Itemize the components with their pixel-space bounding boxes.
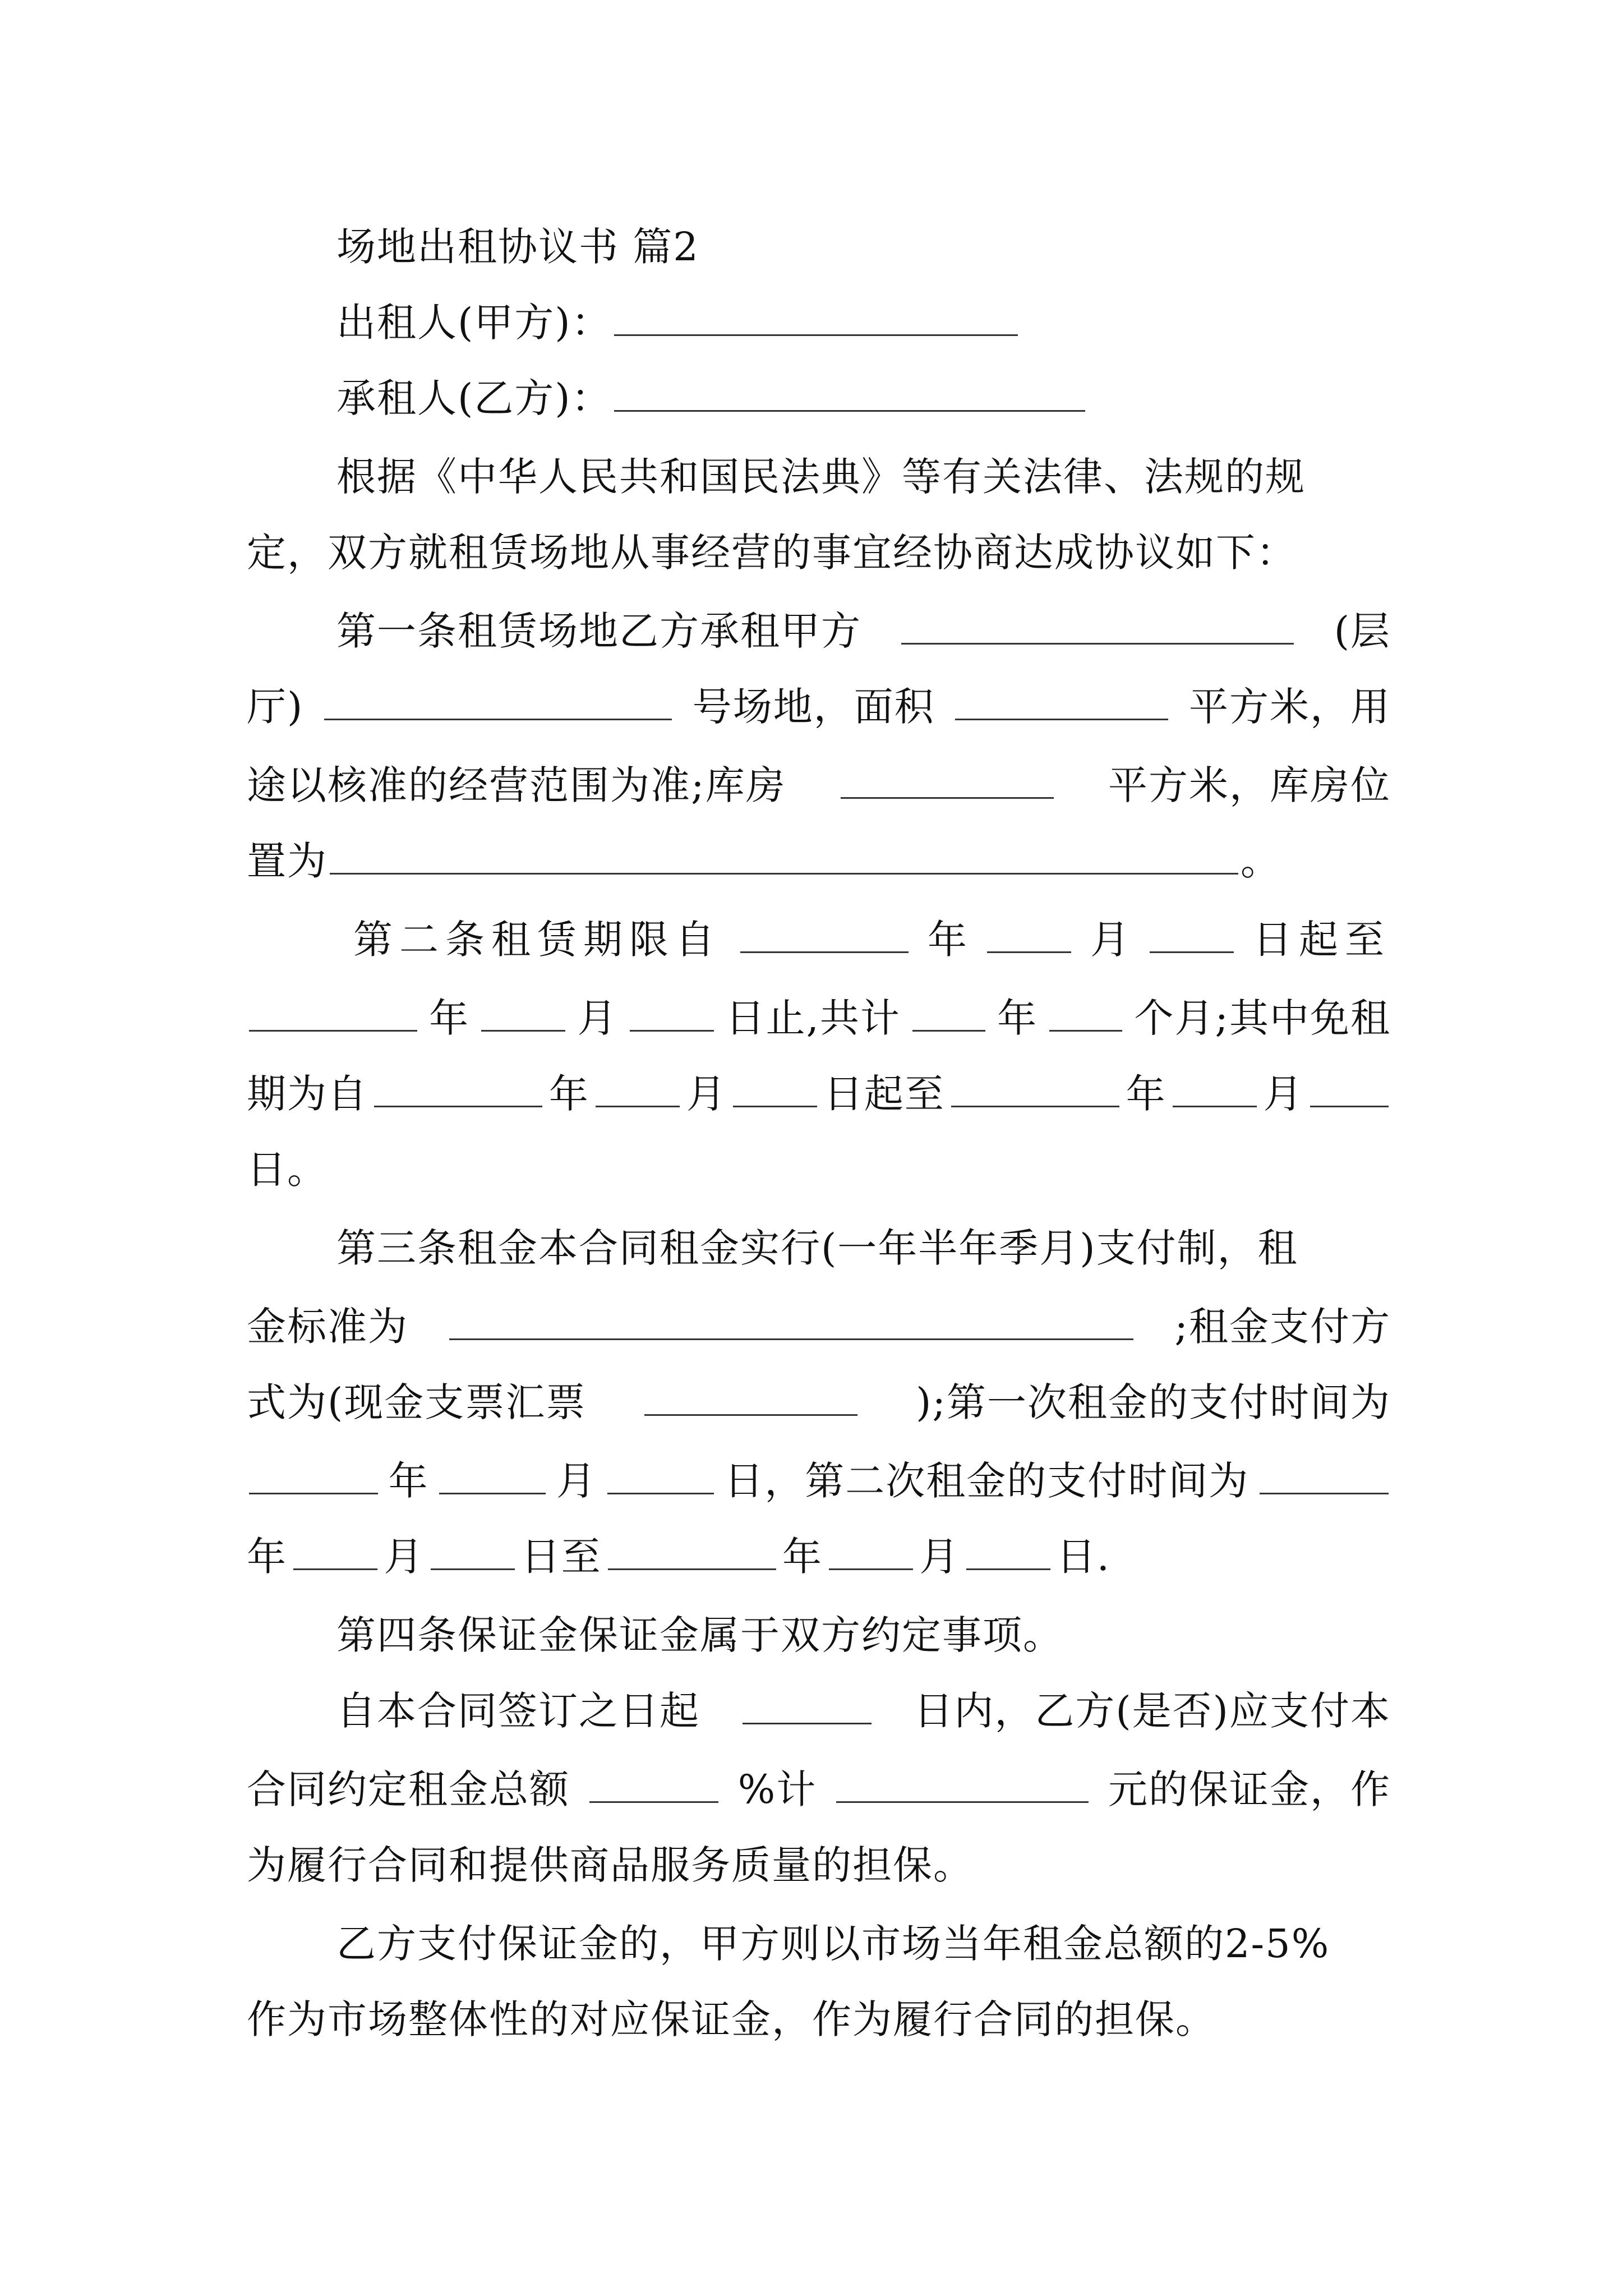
- second-payment-end-year-field[interactable]: [608, 1525, 776, 1570]
- article2-text: 日起至: [1253, 917, 1391, 963]
- free-end-month-field[interactable]: [1173, 1062, 1257, 1107]
- article2-text: 年: [997, 995, 1038, 1041]
- article2-text: 年: [928, 917, 968, 963]
- article3-line-5: [247, 1517, 1110, 1596]
- article2-text: 年: [548, 1071, 589, 1117]
- article1-text: 途以核准的经营范围为准;库房: [247, 762, 786, 808]
- article1-line-1: [336, 592, 1391, 670]
- warehouse-location-field[interactable]: [330, 829, 1238, 875]
- preamble-line-2: [247, 513, 1391, 592]
- article4-text: 自本合同签订之日起: [336, 1688, 700, 1734]
- lease-start-month-field[interactable]: [987, 908, 1071, 953]
- article1-text: 第一条租赁场地乙方承租甲方: [336, 608, 861, 654]
- article3-line-4: [247, 1442, 1391, 1520]
- article3-text: 年: [247, 1534, 287, 1580]
- article2-text: 个月;其中免租: [1134, 995, 1391, 1041]
- preamble-text-1: 根据《中华人民共和国民法典》等有关法律、法规的规: [336, 454, 1306, 500]
- lessor-line: [336, 283, 1391, 362]
- floor-field[interactable]: [901, 599, 1294, 645]
- article4-text: 日内，乙方(是否)应支付本: [914, 1688, 1391, 1734]
- lease-start-day-field[interactable]: [1150, 908, 1234, 953]
- free-start-year-field[interactable]: [374, 1062, 542, 1107]
- preamble-line-1: [336, 438, 1391, 516]
- lease-end-day-field[interactable]: [630, 986, 714, 1032]
- article4-para3-line-2: [247, 1980, 1391, 2059]
- article3-text: 年: [388, 1458, 429, 1504]
- article4-para3-line-1: [336, 1904, 1391, 1983]
- article2-line-2: [247, 979, 1391, 1057]
- first-payment-month-field[interactable]: [439, 1449, 546, 1494]
- article3-text: 年: [782, 1534, 823, 1580]
- site-number-field[interactable]: [324, 675, 672, 720]
- article3-text: 金标准为: [247, 1304, 408, 1350]
- payment-method-field[interactable]: [644, 1370, 857, 1416]
- area-field[interactable]: [955, 675, 1168, 720]
- article2-text: 月: [1090, 917, 1131, 963]
- lessee-name-field[interactable]: [614, 366, 1085, 412]
- article3-text: 式为(现金支票汇票: [247, 1379, 587, 1425]
- lease-end-month-field[interactable]: [481, 986, 565, 1032]
- deposit-amount-field[interactable]: [836, 1757, 1089, 1803]
- article1-text: 厅): [247, 684, 304, 730]
- article2-text: 日起至: [823, 1071, 945, 1117]
- article3-text: 月: [919, 1534, 960, 1580]
- article3-text: 月: [556, 1458, 597, 1504]
- article2-line-4: [247, 1130, 1391, 1209]
- article2-line-1: [353, 900, 1391, 979]
- article3-line-1: [336, 1209, 1391, 1287]
- article4-text: 第四条保证金保证金属于双方约定事项。: [336, 1612, 1063, 1658]
- warehouse-area-field[interactable]: [841, 753, 1054, 799]
- article4-text: 元的保证金，作: [1108, 1766, 1391, 1812]
- article3-line-3: [247, 1363, 1391, 1442]
- first-payment-year-field[interactable]: [249, 1449, 378, 1494]
- article4-para2-line-1: [336, 1672, 1391, 1750]
- article2-text: 月: [1263, 1071, 1304, 1117]
- second-payment-end-month-field[interactable]: [829, 1525, 913, 1570]
- second-payment-day-field[interactable]: [431, 1525, 515, 1570]
- article3-text: 日，第二次租金的支付时间为: [724, 1458, 1249, 1504]
- title-text: 场地出租协议书 篇2: [336, 224, 699, 270]
- article1-text: 号场地，面积: [692, 684, 935, 730]
- article1-text: 。: [1241, 838, 1281, 884]
- article2-line-3: [247, 1055, 1391, 1133]
- lessor-label: 出租人(甲方)：: [336, 300, 612, 346]
- preamble-text-2: 定，双方就租赁场地从事经营的事宜经协商达成协议如下：: [247, 530, 1297, 576]
- deposit-days-field[interactable]: [743, 1679, 872, 1724]
- rent-standard-field[interactable]: [449, 1295, 1133, 1340]
- document-title: [336, 208, 1391, 286]
- article2-text: 年: [1126, 1071, 1166, 1117]
- article4-para2-line-2: [247, 1750, 1391, 1829]
- article4-text: 为履行合同和提供商品服务质量的担保。: [247, 1842, 974, 1888]
- article4-text: 作为市场整体性的对应保证金，作为履行合同的担保。: [247, 1996, 1216, 2042]
- lease-start-year-field[interactable]: [740, 908, 909, 953]
- article3-line-2: [247, 1287, 1391, 1366]
- article3-text: 第三条租金本合同租金实行(一年半年季月)支付制，租: [336, 1225, 1298, 1271]
- lease-end-year-field[interactable]: [249, 986, 417, 1032]
- article3-text: 日.: [1056, 1534, 1110, 1580]
- article1-text: 置为: [247, 838, 328, 884]
- article1-text: (层: [1334, 608, 1391, 654]
- second-payment-year-field[interactable]: [1260, 1449, 1389, 1494]
- article3-text: );第一次租金的支付时间为: [916, 1379, 1391, 1425]
- lessee-label: 承租人(乙方)：: [336, 375, 612, 421]
- article2-text: 年: [429, 995, 470, 1041]
- article2-text: 日止,共计: [725, 995, 901, 1041]
- free-end-day-field[interactable]: [1310, 1062, 1389, 1107]
- free-start-month-field[interactable]: [596, 1062, 680, 1107]
- free-start-day-field[interactable]: [733, 1062, 817, 1107]
- article3-text: ;租金支付方: [1174, 1304, 1391, 1350]
- article1-text: 平方米，库房位: [1108, 762, 1391, 808]
- second-payment-end-day-field[interactable]: [966, 1525, 1050, 1570]
- article2-text: 日。: [247, 1147, 328, 1193]
- article2-text: 月: [577, 995, 618, 1041]
- lessee-line: [336, 359, 1391, 438]
- article2-text: 期为自: [247, 1071, 368, 1117]
- article2-text: 第二条租赁期限自: [353, 917, 721, 963]
- article1-line-2: [247, 668, 1391, 746]
- article1-text: 平方米，用: [1189, 684, 1391, 730]
- article4-line-1: [336, 1596, 1391, 1674]
- total-months-field[interactable]: [1049, 986, 1122, 1032]
- article4-text: 合同约定租金总额: [247, 1766, 570, 1812]
- second-payment-month-field[interactable]: [293, 1525, 377, 1570]
- article4-text: 乙方支付保证金的，甲方则以市场当年租金总额的2-5%: [336, 1921, 1330, 1967]
- lessor-name-field[interactable]: [614, 291, 1018, 336]
- article2-text: 月: [686, 1071, 727, 1117]
- article4-text: %计: [737, 1766, 817, 1812]
- deposit-percent-field[interactable]: [589, 1757, 718, 1803]
- total-years-field[interactable]: [912, 986, 985, 1032]
- article1-line-4: [247, 822, 1391, 900]
- article3-text: 月: [384, 1534, 425, 1580]
- article3-text: 日至: [520, 1534, 602, 1580]
- free-end-year-field[interactable]: [951, 1062, 1119, 1107]
- article1-line-3: [247, 746, 1391, 825]
- article4-para2-line-3: [247, 1826, 1391, 1904]
- first-payment-day-field[interactable]: [607, 1449, 714, 1494]
